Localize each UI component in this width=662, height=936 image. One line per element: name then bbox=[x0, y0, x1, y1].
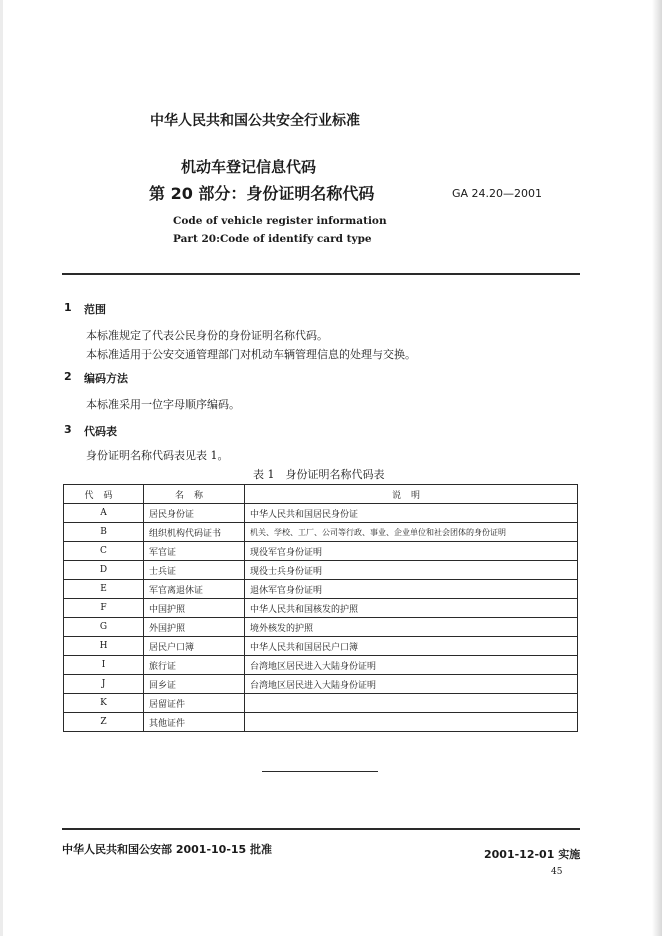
row-description: 退休军官身份证明 bbox=[245, 580, 578, 599]
implementation-date: 2001-12-01 实施 bbox=[484, 848, 581, 861]
table-row bbox=[64, 675, 578, 694]
row-description: 台湾地区居民进入大陆身份证明 bbox=[245, 656, 578, 675]
section-1-paragraph-1: 本标准规定了代表公民身份的身份证明名称代码。 bbox=[86, 329, 328, 342]
section-2-paragraph-1: 本标准采用一位字母顺序编码。 bbox=[86, 398, 240, 411]
row-code: C bbox=[64, 542, 144, 561]
table-row bbox=[64, 561, 578, 580]
title-en-line2: Part 20:Code of identify card type bbox=[173, 233, 372, 245]
row-code: A bbox=[64, 504, 144, 523]
row-name: 居留证件 bbox=[144, 694, 245, 713]
row-code: K bbox=[64, 694, 144, 713]
row-description: 机关、学校、工厂、公司等行政、事业、企业单位和社会团体的身份证明 bbox=[245, 523, 578, 542]
row-name: 中国护照 bbox=[144, 599, 245, 618]
end-rule bbox=[262, 771, 378, 772]
section-3-paragraph-1: 身份证明名称代码表见表 1。 bbox=[86, 449, 229, 462]
code-table bbox=[63, 484, 578, 732]
row-name: 军官离退休证 bbox=[144, 580, 245, 599]
row-name: 组织机构代码证书 bbox=[144, 523, 245, 542]
header-description: 说明 bbox=[245, 485, 578, 504]
row-name: 旅行证 bbox=[144, 656, 245, 675]
row-name: 居民身份证 bbox=[144, 504, 245, 523]
row-code: H bbox=[64, 637, 144, 656]
scan-edge-right bbox=[652, 0, 662, 936]
section-2-heading: 编码方法 bbox=[84, 372, 128, 385]
row-description bbox=[245, 694, 578, 713]
row-name: 外国护照 bbox=[144, 618, 245, 637]
row-code: I bbox=[64, 656, 144, 675]
row-name: 居民户口簿 bbox=[144, 637, 245, 656]
approval-text: 中华人民共和国公安部 2001-10-15 批准 bbox=[62, 843, 273, 856]
row-name: 其他证件 bbox=[144, 713, 245, 732]
table-row bbox=[64, 713, 578, 732]
row-code: F bbox=[64, 599, 144, 618]
table-row bbox=[64, 618, 578, 637]
section-3-heading: 代码表 bbox=[84, 425, 117, 438]
table-caption: 表 1 身份证明名称代码表 bbox=[253, 468, 385, 481]
row-description: 现役士兵身份证明 bbox=[245, 561, 578, 580]
standard-category: 中华人民共和国公共安全行业标准 bbox=[150, 113, 360, 129]
table-row bbox=[64, 542, 578, 561]
section-2-number: 2 bbox=[64, 370, 72, 383]
row-code: J bbox=[64, 675, 144, 694]
table-row bbox=[64, 694, 578, 713]
row-code: B bbox=[64, 523, 144, 542]
row-name: 军官证 bbox=[144, 542, 245, 561]
table-row bbox=[64, 523, 578, 542]
header-code: 代码 bbox=[64, 485, 144, 504]
row-description: 中华人民共和国居民身份证 bbox=[245, 504, 578, 523]
section-1-number: 1 bbox=[64, 301, 72, 314]
row-description bbox=[245, 713, 578, 732]
title-cn-line2: 第 20 部分：身份证明名称代码 bbox=[149, 184, 375, 203]
page-number: 45 bbox=[551, 867, 563, 877]
row-name: 士兵证 bbox=[144, 561, 245, 580]
row-description: 中华人民共和国核发的护照 bbox=[245, 599, 578, 618]
row-code: E bbox=[64, 580, 144, 599]
section-3-number: 3 bbox=[64, 423, 72, 436]
table-row bbox=[64, 580, 578, 599]
table-row bbox=[64, 656, 578, 675]
row-code: Z bbox=[64, 713, 144, 732]
footer-rule bbox=[62, 828, 580, 830]
row-description: 现役军官身份证明 bbox=[245, 542, 578, 561]
row-description: 境外核发的护照 bbox=[245, 618, 578, 637]
title-cn-line1: 机动车登记信息代码 bbox=[181, 158, 317, 176]
scan-edge-left bbox=[0, 0, 3, 936]
header-name: 名称 bbox=[144, 485, 245, 504]
table-row bbox=[64, 504, 578, 523]
section-1-paragraph-2: 本标准适用于公安交通管理部门对机动车辆管理信息的处理与交换。 bbox=[86, 348, 416, 361]
title-en-line1: Code of vehicle register information bbox=[173, 215, 387, 227]
table-row bbox=[64, 637, 578, 656]
row-description: 台湾地区居民进入大陆身份证明 bbox=[245, 675, 578, 694]
row-code: G bbox=[64, 618, 144, 637]
row-code: D bbox=[64, 561, 144, 580]
section-1-heading: 范围 bbox=[84, 303, 106, 316]
header-rule bbox=[62, 273, 580, 275]
table-header-row bbox=[64, 485, 578, 504]
row-description: 中华人民共和国居民户口簿 bbox=[245, 637, 578, 656]
standard-number: GA 24.20—2001 bbox=[452, 187, 543, 200]
row-name: 回乡证 bbox=[144, 675, 245, 694]
table-row bbox=[64, 599, 578, 618]
